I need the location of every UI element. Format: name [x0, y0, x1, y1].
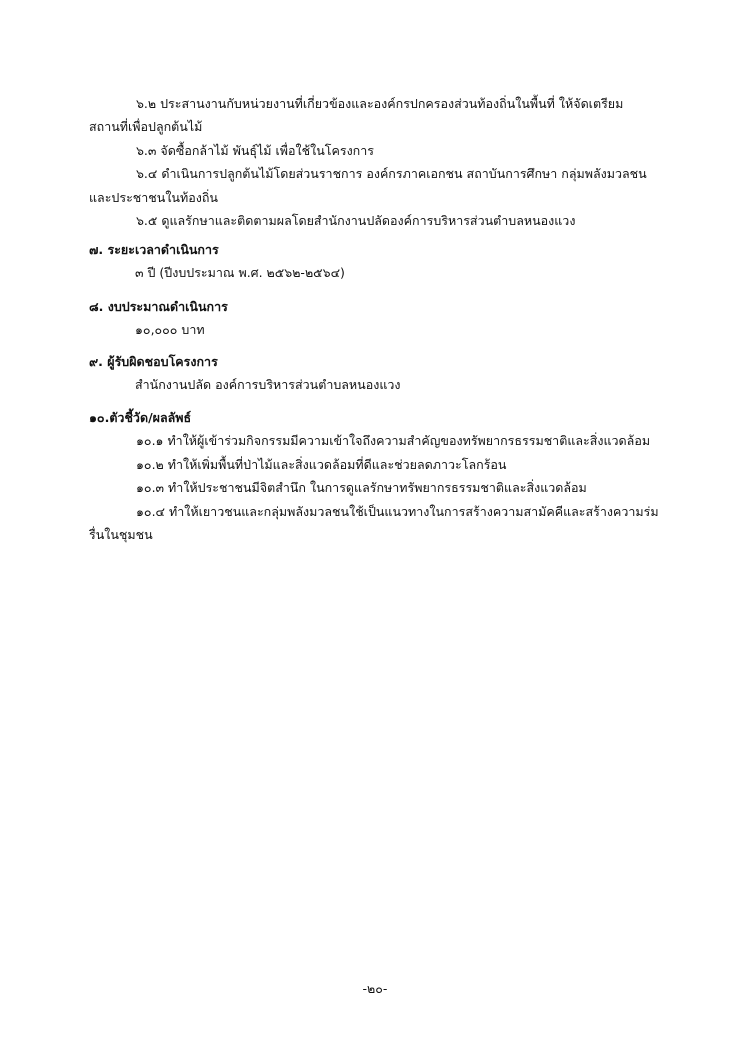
section-7: [89, 238, 669, 285]
item-6-5: ๖.๕ ดูแลรักษาและติดตามผลโดยสำนักงานปลัดองค์การบริหารส่วนตำบลหนองแวง: [136, 213, 576, 229]
section-7-heading: ๗. ระยะเวลาดำเนินการ: [89, 242, 219, 257]
section-8-heading: ๘. งบประมาณดำเนินการ: [89, 299, 228, 314]
item-10-1: ๑๐.๑ ทำให้ผู้เข้าร่วมกิจกรรมมีความเข้าใจถึงความสำคัญของทรัพยากรธรรมชาติและสิ่งแวดล้อม: [136, 433, 651, 449]
item-6-3: ๖.๓ จัดซื้อกล้าไม้ พันธุ์ไม้ เพื่อใช้ในโครงการ: [136, 142, 374, 158]
item-6-4-line-2: และประชาชนในท้องถิ่น: [89, 189, 218, 205]
item-6-4-line-1: ๖.๔ ดำเนินการปลูกต้นไม้โดยส่วนราชการ องค์กรภาคเอกชน สถาบันการศึกษา กลุ่มพลังมวลชน: [136, 166, 647, 182]
section-10: [89, 406, 669, 546]
page-number: -๒๐-: [362, 981, 388, 996]
item-10-2: ๑๐.๒ ทำให้เพิ่มพื้นที่ป่าไม้และสิ่งแวดล้อมที่ดีและช่วยลดภาวะโลกร้อน: [136, 456, 507, 472]
section-8: [89, 295, 669, 342]
section-7-body: ๓ ปี (ปีงบประมาณ พ.ศ. ๒๕๖๒-๒๕๖๔): [135, 265, 345, 281]
item-10-3: ๑๐.๓ ทำให้ประชาชนมีจิตสำนึก ในการดูแลรักษาทรัพยากรธรรมชาติและสิ่งแวดล้อม: [136, 480, 587, 496]
section-9-body: สำนักงานปลัด องค์การบริหารส่วนตำบลหนองแวง: [135, 377, 401, 393]
section-10-heading: ๑๐.ตัวชี้วัด/ผลลัพธ์: [89, 410, 192, 425]
item-6-2-line-1: ๖.๒ ประสานงานกับหน่วยงานที่เกี่ยวข้องและองค์กรปกครองส่วนท้องถิ่นในพื้นที่ ให้จัดเตรียม: [136, 96, 624, 111]
section-9: [89, 350, 669, 397]
item-10-4-line-1: ๑๐.๔ ทำให้เยาวชนและกลุ่มพลังมวลชนใช้เป็นแนวทางในการสร้างความสามัคคีและสร้างความร่ม: [136, 503, 659, 519]
section-6-items: [89, 92, 669, 232]
item-10-4-line-2: รื่นในชุมชน: [89, 527, 153, 543]
item-6-2-line-2: สถานที่เพื่อปลูกต้นไม้: [89, 119, 203, 135]
section-8-body: ๑๐,๐๐๐ บาท: [135, 322, 205, 338]
section-9-heading: ๙. ผู้รับผิดชอบโครงการ: [89, 354, 218, 369]
